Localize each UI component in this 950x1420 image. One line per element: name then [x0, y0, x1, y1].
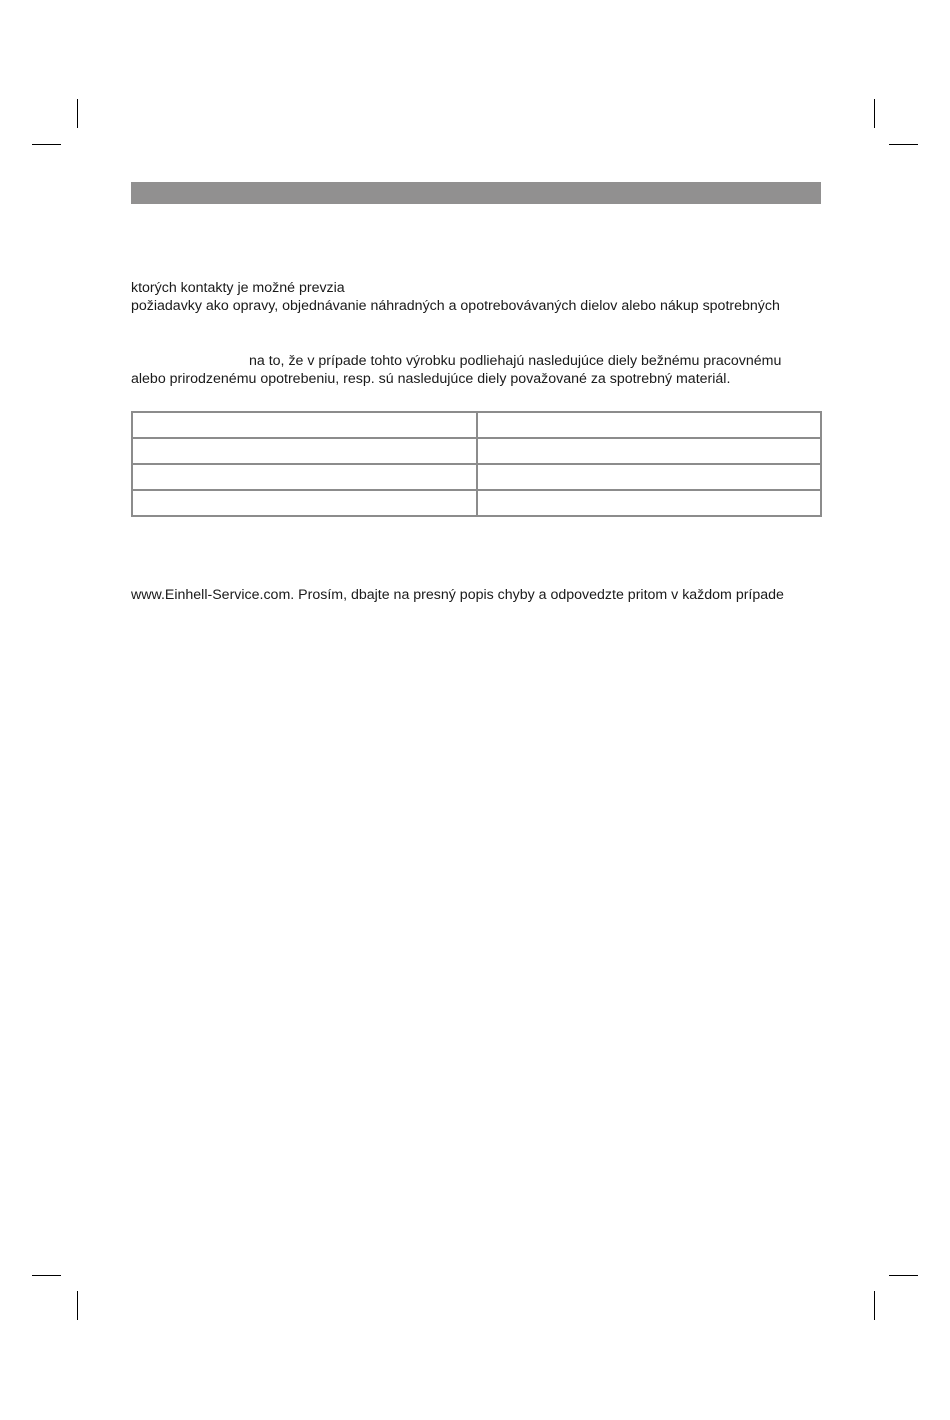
- paragraph-1-line-1: ktorých kontakty je možné prevzia: [131, 280, 345, 296]
- table-row: [132, 464, 821, 490]
- table-cell: [132, 412, 477, 438]
- table-row: [132, 438, 821, 464]
- crop-mark-top-left-horizontal: [32, 144, 61, 145]
- paragraph-1-line-2: požiadavky ako opravy, objednávanie náhradných a opotrebovávaných dielov alebo nákup spotrebných: [131, 298, 780, 314]
- paragraph-2-line-2: alebo prirodzenému opotrebeniu, resp. sú nasledujúce diely považované za spotrebný materiál.: [131, 371, 731, 387]
- crop-mark-bottom-right-horizontal: [889, 1275, 918, 1276]
- crop-mark-bottom-left-vertical: [77, 1291, 78, 1320]
- crop-mark-top-right-vertical: [874, 99, 875, 128]
- table-cell: [132, 438, 477, 464]
- table-cell: [477, 490, 822, 516]
- paragraph-2-line-1: na to, že v prípade tohto výrobku podliehajú nasledujúce diely bežnému pracovnému: [249, 353, 782, 369]
- wear-parts-table: [131, 411, 822, 517]
- table-cell: [477, 464, 822, 490]
- crop-mark-top-left-vertical: [77, 99, 78, 128]
- table-cell: [477, 412, 822, 438]
- table-cell: [477, 438, 822, 464]
- table-cell: [132, 464, 477, 490]
- crop-mark-top-right-horizontal: [889, 144, 918, 145]
- table-row: [132, 490, 821, 516]
- crop-mark-bottom-left-horizontal: [32, 1275, 61, 1276]
- table-row: [132, 412, 821, 438]
- section-header-bar: [131, 182, 821, 204]
- paragraph-3-line-1: www.Einhell-Service.com. Prosím, dbajte na presný popis chyby a odpovedzte pritom v každom prípade: [131, 587, 784, 603]
- crop-mark-bottom-right-vertical: [874, 1291, 875, 1320]
- table-cell: [132, 490, 477, 516]
